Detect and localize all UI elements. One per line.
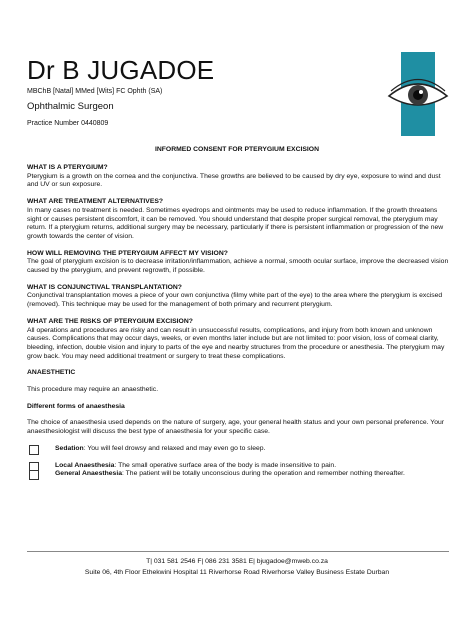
section-heading-what-is: WHAT IS A PTERYGIUM? <box>27 164 108 171</box>
practice-number: Practice Number 0440809 <box>27 120 109 127</box>
doctor-qualifications: MBChB [Natal] MMed [Wits] FC Ophth (SA) <box>27 88 163 95</box>
section-heading-vision: HOW WILL REMOVING THE PTERYGIUM AFFECT MY VISION? <box>27 249 228 257</box>
anaesthesia-forms-text: The choice of anaesthesia used depends on the nature of surgery, age, your general health status and your own personal preference. Your anaesthesiologist will discuss the best type of anaesthesia for your specific case. <box>27 419 445 436</box>
footer-divider <box>27 551 449 552</box>
sedation-checkbox[interactable] <box>29 445 39 455</box>
option-sedation-text: : You will feel drowsy and relaxed and may even go to sleep. <box>83 444 266 452</box>
footer-address: Suite 06, 4th Floor Ethekwini Hospital 11 Riverhorse Road Riverhorse Valley Business Estate Durban <box>84 569 390 576</box>
section-text-alternatives: In many cases no treatment is needed. Sometimes eyedrops and ointments may be used to reduce inflammation. If the growth threatens sight or causes persistent discomfort, it can be removed. You should understand that despite proper surgical removal, the pterygium may return. If a pterygium returns, additional surgery may be necessary, particularly if there is persistent inflammation or progression of the new growth towards the center of vision. <box>27 206 444 240</box>
section-heading-risks: WHAT ARE THE RISKS OF PTERYGIUM EXCISION? <box>27 317 193 325</box>
anaesthetic-heading: ANAESTHETIC <box>27 369 76 377</box>
option-general-text: : The patient will be totally unconscious during the operation and remember nothing thereafter. <box>122 470 405 478</box>
eye-icon <box>387 78 449 112</box>
section-text-vision: The goal of pterygium excision is to decrease irritation/inflammation, achieve a normal, smooth ocular surface, improve the decreased vision caused by the pterygium, and prevent regrowth, if possible. <box>27 258 449 275</box>
doctor-name: Dr B JUGADOE <box>27 55 215 85</box>
section-text-what-is: Pterygium is a growth on the cornea and the conjunctiva. These growths are believed to be caused by dry eye, exposure to wind and dust and UV or sun exposure. <box>27 172 441 189</box>
option-sedation <box>27 445 449 454</box>
option-general-label: General Anaesthesia <box>55 470 122 478</box>
section-text-transplantation: Conjunctival transplantation moves a piece of your own conjunctiva (filmy white part of the eye) to the area where the pterygium is excised (removed). This technique may be used for the management of both primary and recurrent pterygium. <box>27 292 443 309</box>
section-text-risks: All operations and procedures are risky and can result in unsuccessful results, complications, and injury from both known and unknown causes. Complications that may occur days, weeks, or even months later include but are not limited to: poor vision, loss of corneal clarity, bleeding, infection, double vision and injury to parts of the eye and nearby structures from the procedure or anesthesia. The pterygium may grow back. You may need additional treatment or surgery to treat these complications. <box>27 326 445 360</box>
general-anaesthesia-checkbox[interactable] <box>29 470 39 480</box>
option-local-text: : The small operative surface area of the body is made insensitive to pain. <box>114 461 337 469</box>
section-heading-transplantation: WHAT IS CONJUNCTIVAL TRANSPLANTATION? <box>27 283 182 291</box>
option-local-label: Local Anaesthesia <box>55 461 115 469</box>
eye-logo-icon <box>387 52 449 136</box>
doctor-title: Ophthalmic Surgeon <box>27 101 114 112</box>
document-title: INFORMED CONSENT FOR PTERYGIUM EXCISION <box>154 146 319 153</box>
section-heading-alternatives: WHAT ARE TREATMENT ALTERNATIVES? <box>27 198 164 206</box>
anaesthesia-forms-heading: Different forms of anaesthesia <box>27 402 125 410</box>
document-body <box>27 164 449 479</box>
anaesthetic-text: This procedure may require an anaesthetic. <box>27 386 159 394</box>
option-general <box>27 470 449 479</box>
option-sedation-label: Sedation <box>55 444 84 452</box>
footer-contact: T| 031 581 2546 F| 086 231 3581 E| bjugadoe@mweb.co.za <box>146 558 328 565</box>
option-local <box>27 462 449 471</box>
